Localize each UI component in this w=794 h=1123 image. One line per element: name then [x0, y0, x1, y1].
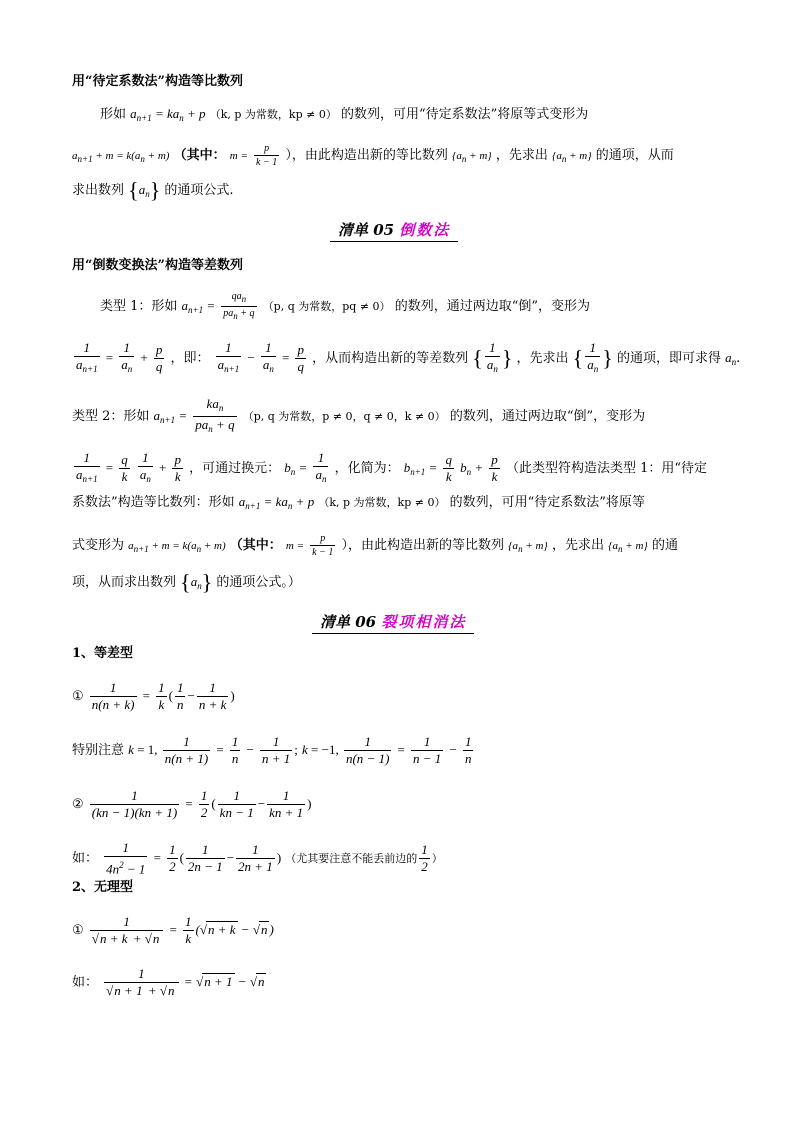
fraction: $\frac{1}{a_{n+1}}$	[76, 450, 98, 484]
text: 的数列，可用“待定系数法”将原等式变形为	[340, 107, 589, 122]
text: ，先求出	[495, 148, 548, 163]
text: ）	[431, 852, 443, 866]
text: 特别注意	[72, 743, 125, 758]
paragraph-line: $\frac{1}{a_{n+1}}$ = $\frac{1}{a_n}$ + $\frac{p}{q}$ ，即： $\frac{1}{a_{n+1}}$ − $\frac{1}{a_n}$ = $\frac{p}{q}$ ，从而构造出新的等差数列 { $\frac{1}{a_n}$ } ，先求出 { $\frac{1}{a_n}$ } 的通项，即可求得 $a_n$.	[72, 340, 740, 377]
text: 如：	[72, 975, 99, 990]
fraction: $\frac{1}{kn + 1}$	[269, 788, 304, 820]
text: （p, q 为常数，p ≠ 0，q ≠ 0，k ≠ 0）	[242, 410, 446, 423]
fraction: $\frac{q}{k}$	[121, 452, 128, 484]
text: 的数列，通过两边取“倒”，变形为	[394, 299, 590, 314]
text: 的数列，可用“待定系数法”将原等	[449, 495, 645, 510]
formula-line: 如： $\frac{1}{√n + 1 + √n}$ = √n + 1 − √n	[72, 966, 265, 998]
text: 的通项公式.	[164, 183, 234, 198]
text: 求出数列	[72, 183, 125, 198]
formula-seq: {	[128, 177, 139, 203]
fraction: $\frac{1}{2}$	[200, 788, 208, 820]
section-heading-geometric: 用“待定系数法”构造等比数列	[72, 74, 243, 89]
paragraph-line: 系数法”构造等比数列：形如 $a_{n+1} = ka_n + p$ （k, p 为常数，kp ≠ 0） 的数列，可用“待定系数法”将原等	[72, 494, 645, 511]
fraction: $\frac{1}{n - 1}$	[413, 734, 442, 766]
paragraph-line	[100, 104, 588, 128]
fraction: $\frac{1}{n}$	[231, 734, 239, 766]
fraction: $\frac{p}{k}$	[491, 452, 498, 484]
section-heading-arithmetic: 用“倒数变换法”构造等差数列	[72, 258, 243, 273]
fraction: $\frac{p}{q}$	[155, 342, 163, 374]
text: （k, p 为常数，kp ≠ 0）	[318, 496, 446, 509]
fraction: $\frac{1}{k}$	[185, 914, 192, 946]
text: （其中：	[173, 148, 226, 163]
fraction: $\frac{1}{n}$	[176, 680, 184, 712]
fraction: $\frac{1}{a_n}$	[139, 450, 151, 484]
fraction: $\frac{ka_n}{pa_n + q}$	[195, 396, 235, 434]
text: ，从而构造出新的等差数列	[312, 351, 469, 366]
fraction: $\frac{1}{a_n}$	[587, 340, 599, 374]
formula-line: ① $\frac{1}{√n + k + √n}$ = $\frac{1}{k}$ (√n + k − √n )	[72, 914, 274, 946]
fraction: $\frac{1}{n(n - 1)}$	[345, 734, 390, 766]
fraction: $\frac{1}{a_n}$	[121, 340, 133, 374]
paragraph-line	[100, 290, 590, 323]
formula-transform: $a_{n+1} + m = k(a_n + m)$	[72, 150, 170, 164]
formula-line: 如： $\frac{1}{4n^2 - 1}$ = $\frac{1}{2}$ ( $\frac{1}{2n - 1}$ − $\frac{1}{2n + 1}$ ) （尤其要注意不能丢前边的 $\frac{1}{2}$ ）	[72, 840, 443, 877]
fraction: $\frac{qa_n}{pa_n + q}$	[223, 291, 255, 321]
formula-line: ② $\frac{1}{(kn - 1)(kn + 1)}$ = $\frac{1}{2}$ ( $\frac{1}{kn - 1}$ − $\frac{1}{kn + 1}$ )	[72, 788, 312, 820]
title-number: 清单 06	[320, 613, 377, 631]
fraction: $\frac{p}{k - 1}$	[312, 533, 334, 558]
text: 如：	[72, 851, 99, 867]
text: 的通项公式。）	[216, 575, 301, 590]
fraction: $\frac{p}{k}$	[174, 452, 181, 484]
text: 系数法”构造等比数列：形如	[72, 495, 235, 510]
text: ，可通过换元：	[189, 461, 281, 476]
text: 的通	[651, 538, 678, 553]
fraction: $\frac{1}{4n^2 - 1}$	[106, 840, 146, 877]
formula-recurrence: $a_{n+1} = ka_n + p$	[130, 106, 206, 123]
formula: $a_{n+1}$ =	[153, 408, 188, 425]
fraction: $\frac{1}{2n - 1}$	[187, 842, 223, 875]
item-heading: 1、等差型	[72, 646, 134, 661]
formula-m: m =	[229, 150, 248, 162]
paragraph-line: $\frac{1}{a_{n+1}}$ = $\frac{q}{k}$ $\frac{1}{a_n}$ + $\frac{p}{k}$ ，可通过换元： $b_n$ = $\frac{1}{a_n}$ ，化简为： $b_{n+1}$ = $\frac{q}{k}$ $b_n$ + $\frac{p}{k}$ （此类型符构造法类型 1：用“待定	[72, 450, 707, 487]
fraction: $\frac{1}{n}$	[464, 734, 472, 766]
title-text: 裂项相消法	[381, 613, 467, 631]
fraction: $\frac{1}{a_n}$	[486, 340, 498, 374]
fraction: $\frac{1}{n + 1}$	[261, 734, 291, 766]
text: （p, q 为常数，pq ≠ 0）	[262, 300, 391, 313]
formula: $a_{n+1}$ =	[181, 298, 216, 315]
formula-line: 特别注意 k = 1, $\frac{1}{n(n + 1)}$ = $\frac{1}{n}$ − $\frac{1}{n + 1}$ ; k = −1, $\frac{1}{n(n - 1)}$ = $\frac{1}{n - 1}$ − $\frac{1}{n}$	[72, 734, 472, 766]
paragraph-line: 求出数列 $\{a_n\}$ 的通项公式.	[72, 177, 234, 203]
formula-line: ① $\frac{1}{n(n + k)}$ = $\frac{1}{k}$ ( $\frac{1}{n}$ − $\frac{1}{n + k}$ )	[72, 680, 235, 712]
text: 项，从而求出数列	[72, 575, 177, 590]
fraction: $\frac{1}{a_{n+1}}$	[76, 340, 98, 374]
fraction: $\frac{p}{q}$	[297, 342, 304, 374]
text: ，先求出	[551, 538, 604, 553]
fraction: $\frac{1}{2}$	[421, 842, 428, 875]
text: ，化简为：	[334, 461, 400, 476]
paragraph-line	[72, 396, 645, 437]
section-title-05	[330, 219, 458, 242]
fraction: $\frac{1}{√n + k + √n}$	[90, 914, 164, 947]
title-text: 倒数法	[399, 221, 451, 239]
formula-seq: $\{a_n + m\}$	[551, 150, 592, 164]
text: （k, p 为常数，kp ≠ 0）	[209, 108, 337, 121]
text: ），由此构造出新的等比数列	[341, 538, 505, 553]
marker: ①	[72, 689, 84, 704]
text: ，先求出	[516, 351, 569, 366]
marker: ②	[72, 797, 84, 812]
item-heading: 2、无理型	[72, 880, 134, 895]
text: ），由此构造出新的等比数列	[285, 148, 448, 163]
marker: ①	[72, 923, 84, 938]
fraction: $\frac{1}{(kn - 1)(kn + 1)}$	[91, 788, 178, 820]
paragraph-line: 式变形为 $a_{n+1} + m = k(a_n + m)$ （其中： m = $\frac{p}{k - 1}$ ），由此构造出新的等比数列 $\{a_n + m\}$ ，先求出 $\{a_n + m\}$ 的通	[72, 533, 678, 558]
text: 的通项，即可求得	[616, 351, 721, 366]
text: （此类型符构造法类型 1：用“待定	[505, 461, 707, 476]
text: 形如	[100, 107, 127, 122]
fraction: $\frac{1}{a_n}$	[315, 450, 327, 484]
text: （尤其要注意不能丢前边的	[285, 852, 418, 866]
fraction: $\frac{1}{n(n + k)}$	[91, 680, 135, 712]
text: 式变形为	[72, 538, 125, 553]
fraction: $\frac{q}{k}$	[445, 452, 452, 484]
text: 的通项，从而	[595, 148, 674, 163]
section-title-06	[312, 611, 474, 634]
fraction: $\frac{p}{k - 1}$	[256, 143, 278, 168]
title-number: 清单 05	[338, 221, 395, 239]
text: 类型 2：形如	[72, 409, 150, 424]
text: 类型 1：形如	[100, 299, 178, 314]
fraction: $\frac{1}{k}$	[158, 680, 165, 712]
text: 的数列，通过两边取“倒”，变形为	[449, 409, 646, 424]
text: ，即：	[170, 351, 210, 366]
fraction: $\frac{1}{√n + 1 + √n}$	[104, 966, 178, 999]
fraction: $\frac{1}{kn - 1}$	[219, 788, 254, 820]
fraction: $\frac{1}{2n + 1}$	[238, 842, 273, 875]
paragraph-line: 项，从而求出数列 $\{a_n\}$ 的通项公式。）	[72, 569, 301, 595]
fraction: $\frac{1}{a_{n+1}}$	[217, 340, 240, 374]
text: （其中：	[229, 538, 282, 553]
fraction: $\frac{1}{n + k}$	[198, 680, 227, 712]
fraction: $\frac{1}{a_n}$	[262, 340, 274, 374]
fraction: $\frac{1}{2}$	[169, 842, 176, 875]
fraction: $\frac{1}{n(n + 1)}$	[164, 734, 209, 766]
paragraph-line	[72, 142, 674, 169]
formula-seq: $\{a_n + m\}$	[452, 150, 492, 164]
